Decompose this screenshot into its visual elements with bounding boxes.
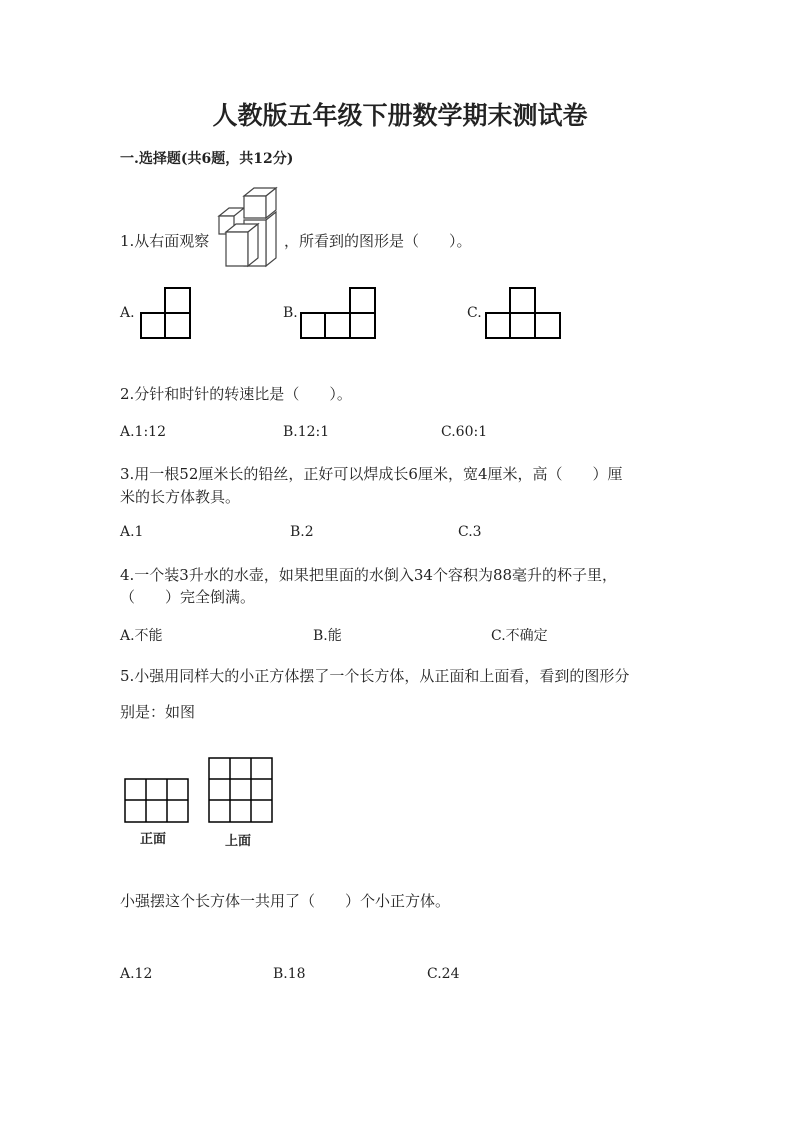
q5-option-a[interactable]: A.12: [120, 966, 153, 982]
q2-option-b[interactable]: B.12:1: [283, 424, 330, 440]
q4-text-line1: 4.一个装3升水的水壶，如果把里面的水倒入34个容积为88毫升的杯子里，: [120, 566, 618, 584]
q2-option-c[interactable]: C.60:1: [441, 424, 488, 440]
q5-front-view-grid: [124, 778, 189, 823]
q4-option-a[interactable]: A.不能: [120, 628, 163, 644]
q2-option-a[interactable]: A.1:12: [120, 424, 166, 440]
q4-text-line2: （ ）完全倒满。: [120, 588, 256, 606]
q1-suffix: ，所看到的图形是（ ）。: [284, 232, 472, 250]
q5-front-view-caption: 正面: [140, 832, 167, 847]
q3-option-c[interactable]: C.3: [458, 524, 482, 540]
q5-top-view-grid: [208, 757, 273, 823]
q4-option-c[interactable]: C.不确定: [491, 628, 548, 644]
q2-text: 2.分针和时针的转速比是（ ）。: [120, 385, 352, 403]
q4-option-b[interactable]: B.能: [313, 628, 342, 644]
section-heading: 一.选择题(共6题，共12分): [120, 151, 294, 167]
q1-option-a-figure: [140, 287, 192, 340]
page-title: 人教版五年级下册数学期末测试卷: [212, 101, 588, 130]
q1-option-b-label[interactable]: B.: [283, 305, 298, 321]
q5-top-view-caption: 上面: [225, 834, 252, 849]
q3-option-a[interactable]: A.1: [120, 524, 144, 540]
q3-text-line2: 米的长方体教具。: [120, 488, 241, 506]
q5-question: 小强摆这个长方体一共用了（ ）个小正方体。: [120, 892, 451, 910]
q3-text-line1: 3.用一根52厘米长的铅丝，正好可以焊成长6厘米，宽4厘米，高（ ）厘: [120, 465, 623, 483]
q1-option-c-label[interactable]: C.: [467, 305, 482, 321]
q1-option-b-figure: [300, 287, 377, 340]
q3-option-b[interactable]: B.2: [290, 524, 314, 540]
q1-cube-figure: [216, 186, 280, 266]
q5-text-line1: 5.小强用同样大的小正方体摆了一个长方体，从正面和上面看，看到的图形分: [120, 667, 630, 685]
q1-option-a-label[interactable]: A.: [120, 305, 135, 321]
q1-option-c-figure: [485, 287, 562, 340]
q5-option-c[interactable]: C.24: [427, 966, 460, 982]
q1-prefix: 1.从右面观察: [120, 232, 210, 250]
q5-text-line2: 别是：如图: [120, 703, 196, 721]
q5-option-b[interactable]: B.18: [273, 966, 306, 982]
